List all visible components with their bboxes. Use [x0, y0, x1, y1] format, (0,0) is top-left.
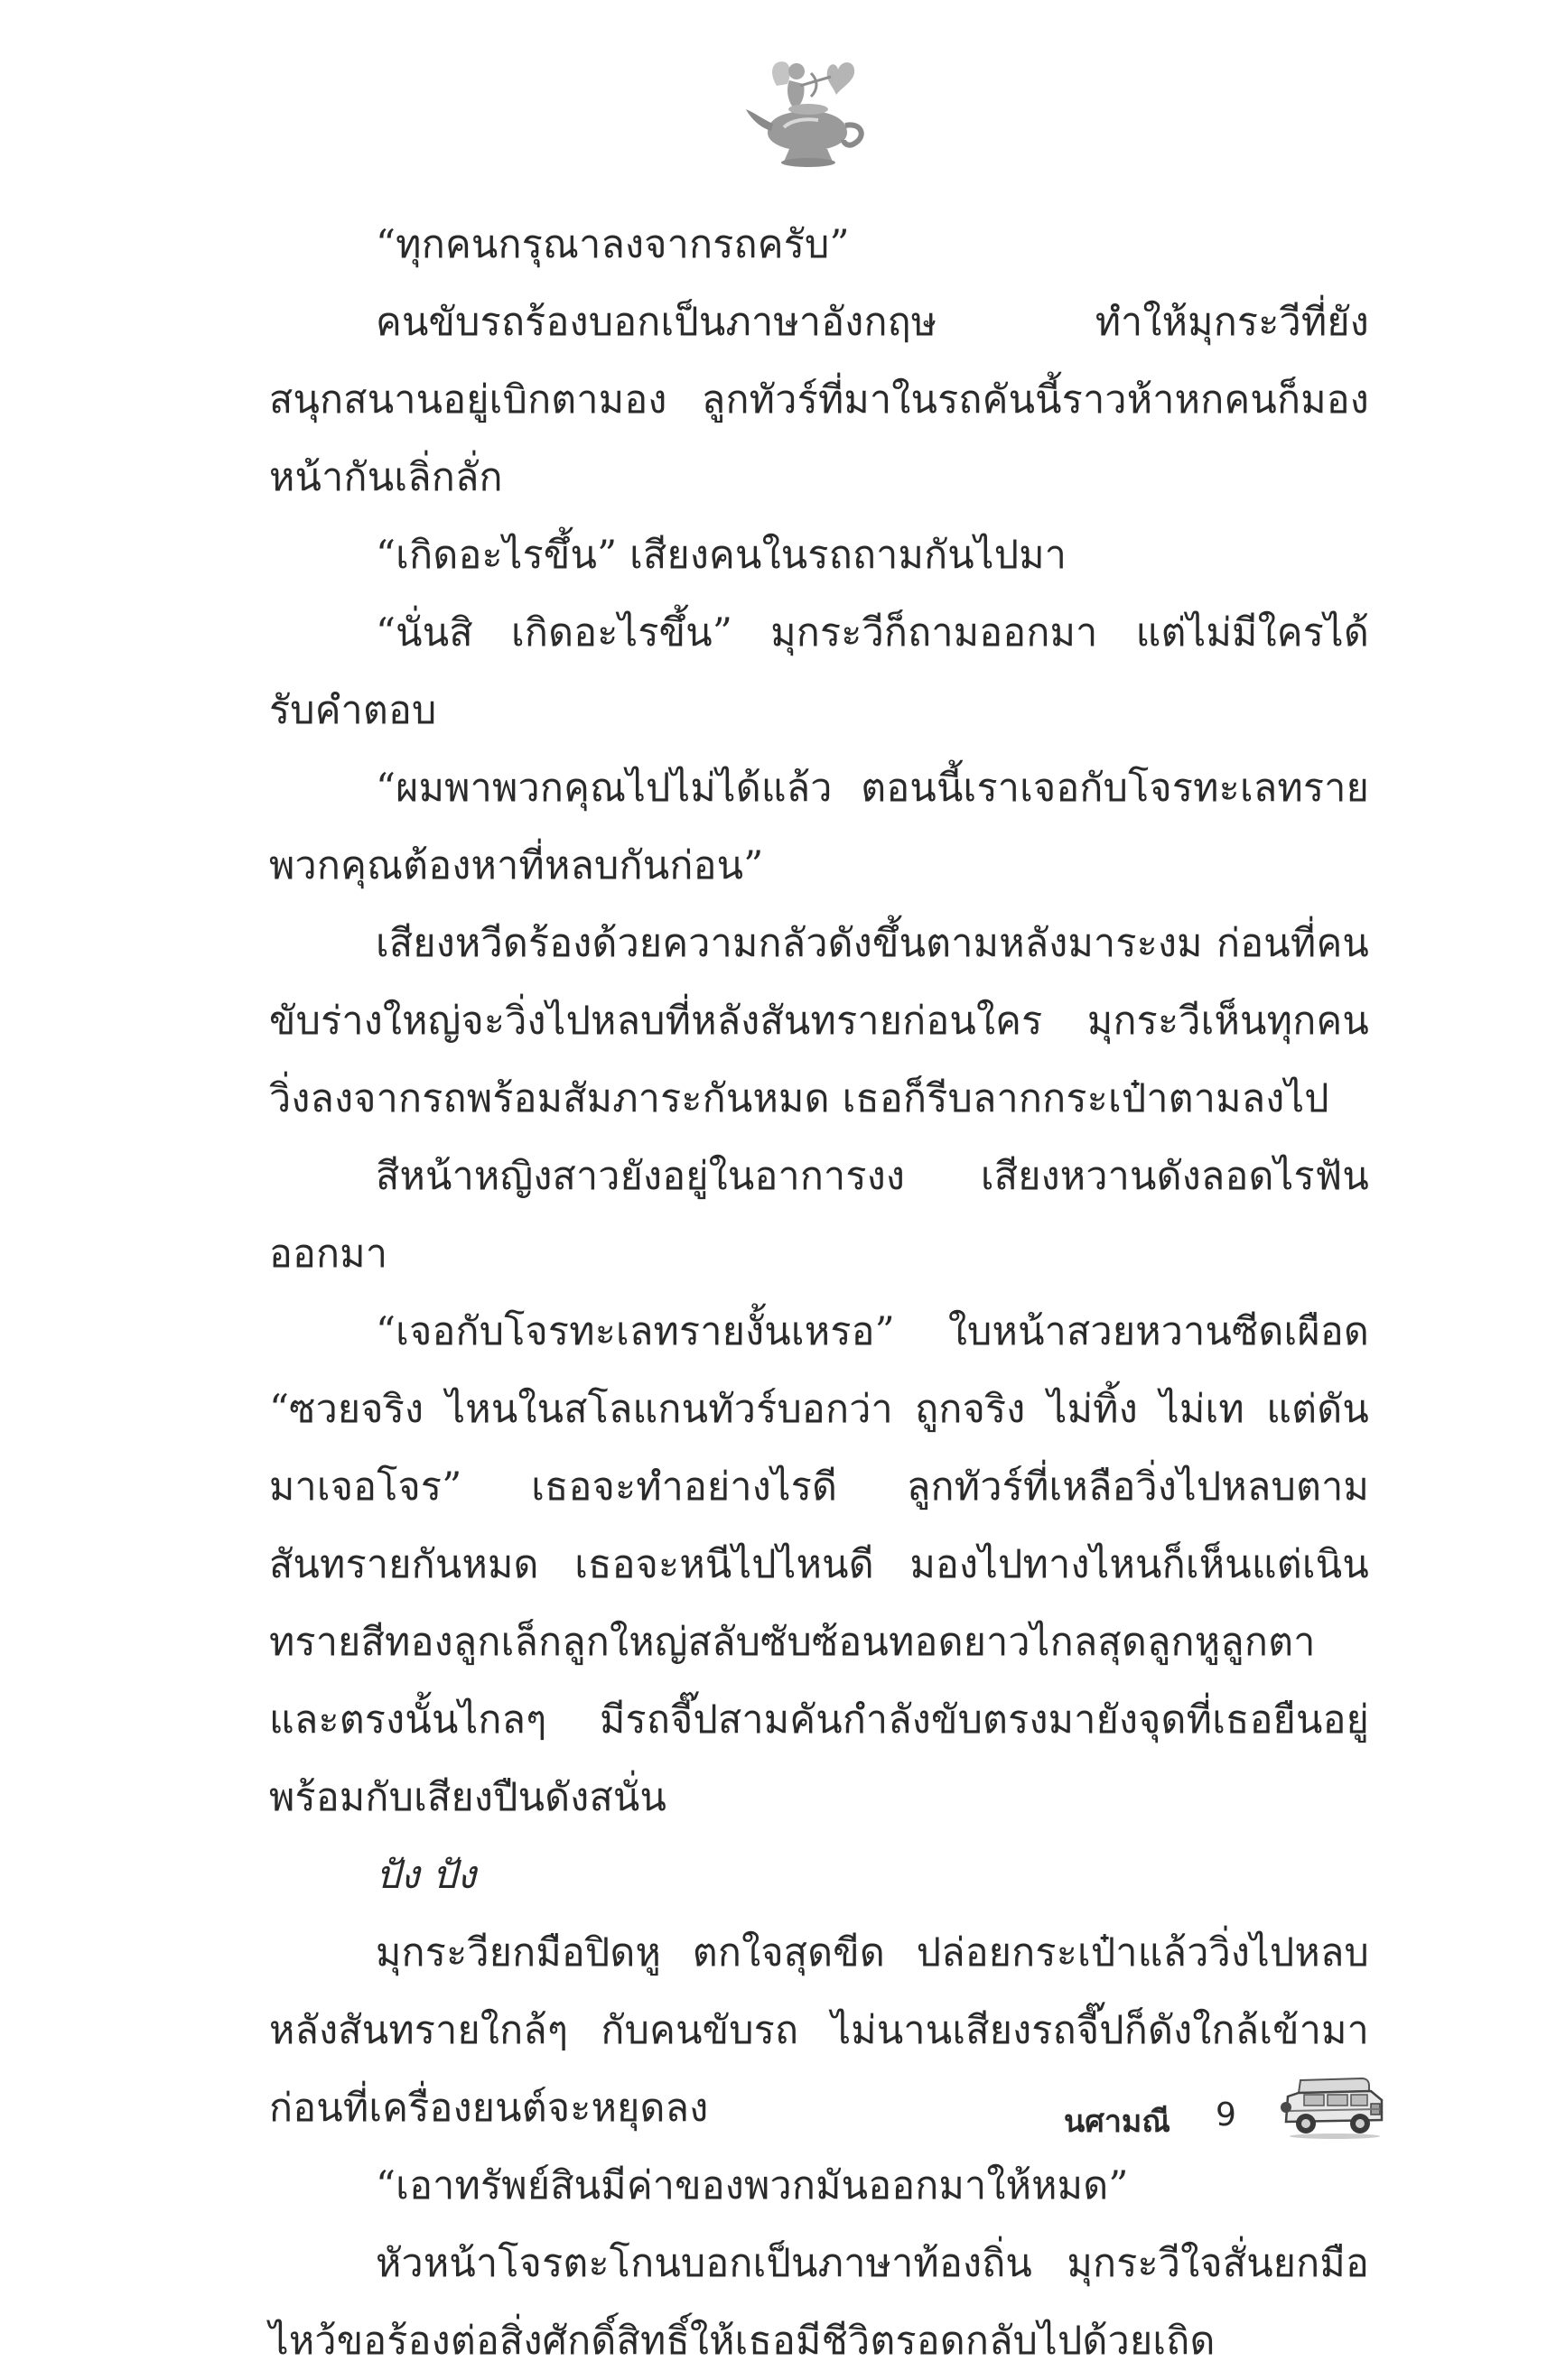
book-title: นศามณี — [1064, 2104, 1170, 2140]
paragraph: สีหน้าหญิงสาวยังอยู่ในอาการงง เสียงหวานดังลอดไรฟันออกมา — [269, 1154, 1369, 1277]
paragraph: “นั่นสิ เกิดอะไรขึ้น” มุกระวีก็ถามออกมา แต่ไม่มีใครได้รับคำตอบ — [269, 610, 1369, 733]
story-text — [269, 206, 1369, 2380]
paragraph: เสียงหวีดร้องด้วยความกลัวดังขึ้นตามหลังมาระงม ก่อนที่คนขับร่างใหญ่จะวิ่งไปหลบที่หลังสันทรายก่อนใคร มุกระวีเห็นทุกคนวิ่งลงจากรถพร้อมสัมภาระกันหมด เธอก็รีบลากกระเป๋าตามลงไป — [269, 921, 1369, 1121]
paragraph: “เกิดอะไรขึ้น” เสียงคนในรถถามกันไปมา — [376, 533, 1067, 578]
paragraph: “เอาทรัพย์สินมีค่าของพวกมันออกมาให้หมด” — [376, 2163, 1129, 2208]
paragraph: มุกระวียกมือปิดหู ตกใจสุดขีด ปล่อยกระเป๋าแล้ววิ่งไปหลบหลังสันทรายใกล้ๆ กับคนขับรถ ไม่นานเสียงรถจี๊ปก็ดังใกล้เข้ามาก่อนที่เครื่องยนต์จะหยุดลง — [269, 1930, 1369, 2131]
jeep-icon — [1281, 2073, 1387, 2140]
paragraph: “ทุกคนกรุณาลงจากรถครับ” — [376, 222, 850, 267]
paragraph: หัวหน้าโจรตะโกนบอกเป็นภาษาท้องถิ่น มุกระวีใจสั่นยกมือไหว้ขอร้องต่อสิ่งศักดิ์สิทธิ์ให้เธอมีชีวิตรอดกลับไปด้วยเถิด — [269, 2241, 1369, 2364]
paragraph: ปัง ปัง — [376, 1853, 477, 1898]
paragraph: “เจอกับโจรทะเลทรายงั้นเหรอ” ใบหน้าสวยหวานซีดเผือด “ซวยจริง ไหนในสโลแกนทัวร์บอกว่า ถูกจริง ไม่ทิ้ง ไม่เท แต่ดันมาเจอโจร” เธอจะทำอย่างไรดี ลูกทัวร์ที่เหลือวิ่งไปหลบตามสันทรายกันหมด เธอจะหนีไปไหนดี มองไปทางไหนก็เห็นแต่เนินทรายสีทองลูกเล็กลูกใหญ่สลับซับซ้อนทอดยาวไกลสุดลูกหูลูกตา และตรงนั้นไกลๆ มีรถจี๊ปสามคันกำลังขับตรงมายังจุดที่เธอยืนอยู่ พร้อมกับเสียงปืนดังสนั่น — [269, 1309, 1369, 1820]
paragraph: “ผมพาพวกคุณไปไม่ได้แล้ว ตอนนี้เราเจอกับโจรทะเลทรายพวกคุณต้องหาที่หลบกันก่อน” — [269, 766, 1369, 888]
paragraph: คนขับรถร้องบอกเป็นภาษาอังกฤษ ทำให้มุกระวีที่ยังสนุกสนานอยู่เบิกตามอง ลูกทัวร์ที่มาในรถคันนี้ราวห้าหกคนก็มองหน้ากันเลิ่กลั่ก — [269, 300, 1369, 500]
cupid-teapot-ornament-icon — [741, 50, 876, 172]
page-number: 9 — [1216, 2096, 1236, 2134]
